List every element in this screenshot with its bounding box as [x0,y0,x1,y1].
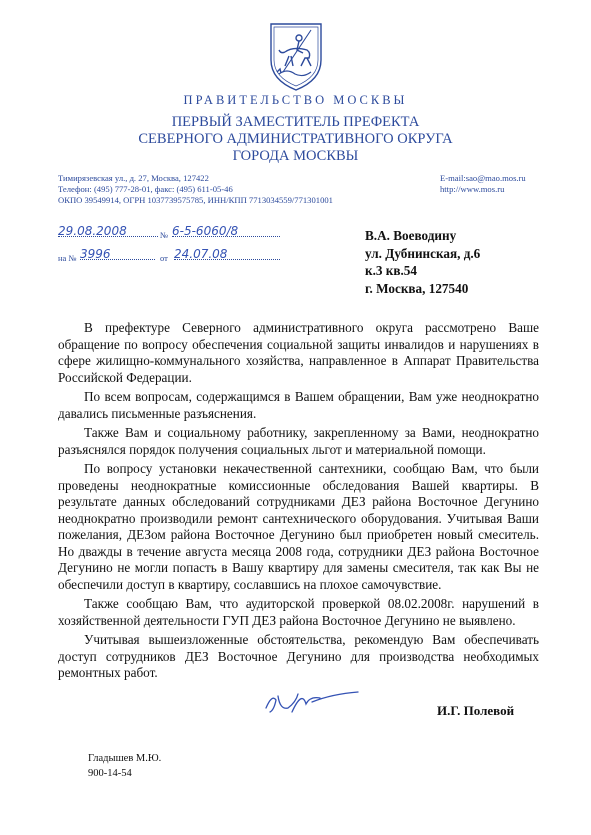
letter-body [58,320,539,685]
office-title-line-1: ПЕРВЫЙ ЗАМЕСТИТЕЛЬ ПРЕФЕКТА [171,114,420,130]
address-line: Тимирязевская ул., д. 27, Москва, 127422 [58,173,209,183]
paragraph: Учитывая вышеизложенные обстоятельства, рекомендую Вам обеспечивать доступ сотрудников ДЕЗ Восточное Дегунино для производства необходимых ремонтных работ. [58,632,539,680]
contacts-left [58,173,333,205]
paragraph: Также сообщаю Вам, что аудиторской проверкой 08.02.2008г. нарушений в хозяйственной деятельности ГУП ДЕЗ района Восточное Дегунино не выявлено. [58,596,539,628]
signer-name: И.Г. Полевой [437,703,515,718]
phone-fax-line: Телефон: (495) 777-28-01, факс: (495) 611-05-46 [58,183,233,194]
contacts-right [440,173,526,195]
reply-date-label: от [160,253,168,263]
email-line: E-mail:sao@mao.mos.ru [440,173,526,183]
outgoing-number: 6-5-6060/8 [172,224,239,238]
reply-date: 24.07.08 [174,247,228,261]
executor-name: Гладышев М.Ю. [88,753,162,764]
paragraph: По всем вопросам, содержащимся в Вашем обращении, Вам уже неоднократно давались письменные разъяснения. [58,389,539,421]
addressee-city: г. Москва, 127540 [365,280,469,296]
reply-date-field [174,245,280,260]
handwritten-signature [262,686,362,718]
outgoing-number-field [172,222,280,237]
paragraph: По вопросу установки некачественной сантехники, сообщаю Вам, что были проведены неоднократные комиссионные обследования Вашей квартиры. В результате данных обследований сотрудниками ДЕЗ района Восточное Дегунино неоднократно производили ремонт сантехнического оборудования. Учитывая Ваши пожелания, ДЕЗом района Восточное Дегунино был приобретен новый смеситель. Но дважды в течение августа месяца 2008 года, сотрудники ДЕЗ района Восточное Дегунино не могли попасть в Вашу квартиру для замены смесителя, так как Вы не обеспечили доступ в квартиру, сославшись на плохое самочувствие. [58,461,539,592]
paragraph: Также Вам и социальному работнику, закрепленному за Вами, неоднократно разъяснялся порядок получения социальных льгот и материальной помощи. [58,425,539,457]
outgoing-number-label: № [160,230,169,240]
office-title-line-3: ГОРОДА МОСКВЫ [232,148,359,164]
paragraph: В префектуре Северного административного округа рассмотрено Ваше обращение по вопросу обеспечения социальной защиты инвалидов и нарушениях в сфере жилищно-коммунального хозяйства, направленное в Аппарат Правительства Российской Федерации. [58,320,539,385]
reply-number-label: на № [58,253,77,263]
moscow-coat-of-arms-icon [265,20,327,92]
office-title-line-2: СЕВЕРНОГО АДМИНИСТРАТИВНОГО ОКРУГА [138,131,453,147]
reply-number: 3996 [80,247,111,261]
addressee-apartment: к.3 кв.54 [365,263,417,278]
addressee-name: В.А. Воеводину [365,228,457,243]
addressee-block [365,227,480,297]
website-line: http://www.mos.ru [440,183,505,194]
government-name: ПРАВИТЕЛЬСТВО МОСКВЫ [183,93,408,107]
outgoing-date-field [58,222,158,237]
executor-phone: 900-14-54 [88,768,132,779]
reply-number-field [80,245,155,260]
registration-codes-line: ОКПО 39549914, ОГРН 1037739575785, ИНН/КПП 7713034559/771301001 [58,194,333,205]
outgoing-date: 29.08.2008 [58,224,127,238]
addressee-street: ул. Дубнинская, д.6 [365,245,481,261]
